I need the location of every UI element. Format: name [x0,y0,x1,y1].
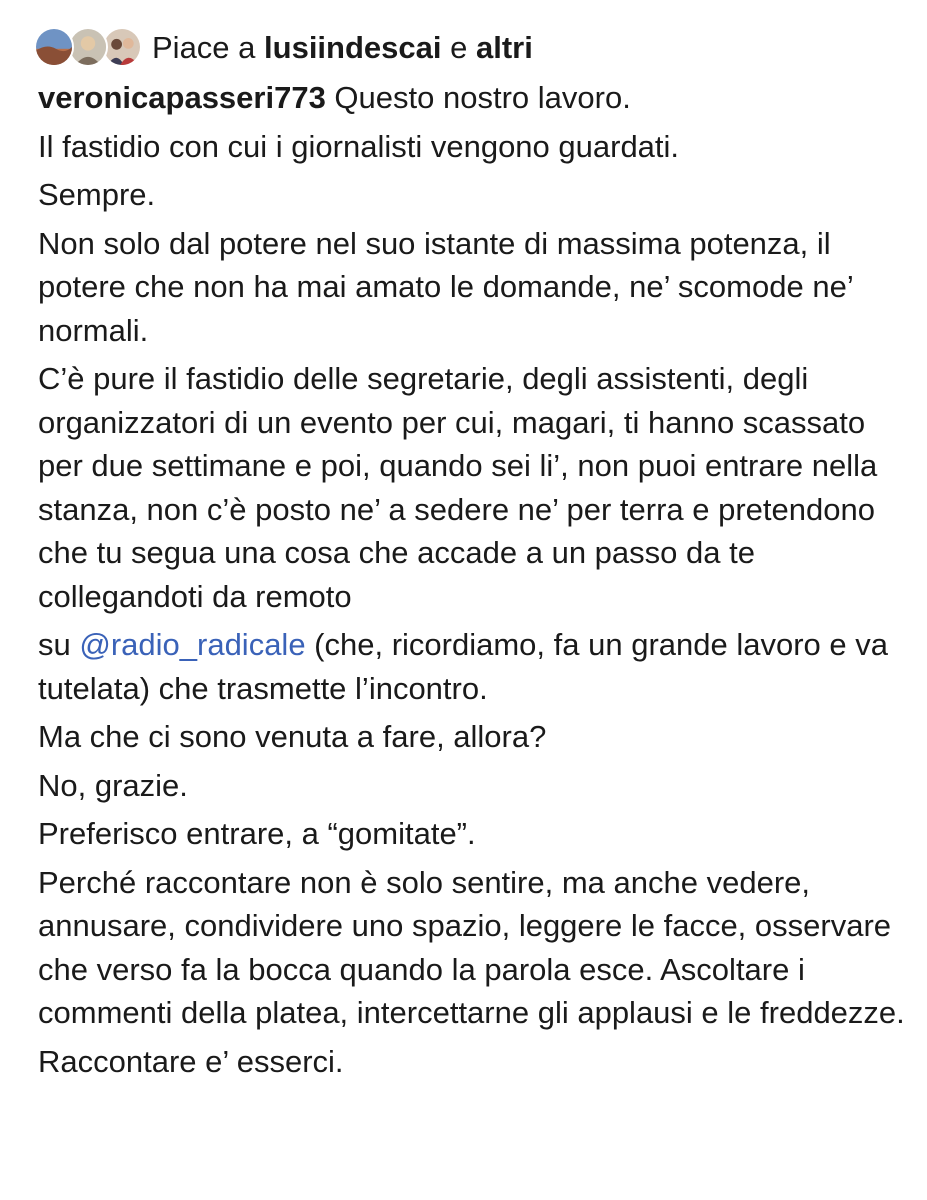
caption-paragraph: Non solo dal potere nel suo istante di massima potenza, il potere che non ha mai amato le domande, ne’ scomode ne’ normali. [38,225,853,348]
caption-paragraph: Ma che ci sono venuta a fare, allora? [38,719,547,754]
likes-prefix: Piace a [152,29,256,65]
avatar-sky-icon[interactable] [34,27,74,67]
caption-first-text: Questo nostro lavoro. [325,80,631,115]
liker-username[interactable]: lusiindescai [264,29,442,65]
caption-paragraph: Il fastidio con cui i giornalisti vengono guardati. [38,128,680,164]
post-caption [38,76,908,1088]
caption-paragraph: Perché raccontare non è solo sentire, ma anche vedere, annusare, condividere uno spazio, leggere le facce, osservare che verso fa la bocca quando la parola esce. Ascoltare i commenti della platea, intercettarne gli applausi e le freddezze. [38,864,905,1030]
likes-conjunction: e [450,29,468,65]
caption-paragraph: C’è pure il fastidio delle segretarie, degli assistenti, degli organizzatori di un evento per cui, magari, ti hanno scassato per due settimane e poi, quando sei li’, non puoi entrare nella stanza, non c’è posto ne’ a sedere ne’ per terra e pretendono che tu segua una cosa che accade a un passo da te collegandoti da remoto [38,361,878,614]
caption-paragraph: Preferisco entrare, a “gomitate”. [38,816,476,851]
mention-before: su [38,627,80,662]
radio-radicale-mention-link[interactable]: @radio_radicale [79,627,306,662]
caption-paragraph: Raccontare e’ esserci. [38,1043,344,1079]
author-username[interactable]: veronicapasseri773 [38,80,326,115]
liker-avatars[interactable] [34,25,146,69]
likes-row[interactable] [34,22,533,72]
likes-others-link[interactable]: altri [476,29,533,65]
avatar-couple-icon[interactable] [102,27,142,67]
mention-after: (che, ricordiamo, fa un grande lavoro e va tutelata) che trasmette l’incontro. [38,627,888,706]
caption-first-line [38,76,908,120]
avatar-person-icon[interactable] [68,27,108,67]
caption-paragraph: Sempre. [38,177,156,212]
caption-paragraph: No, grazie. [38,767,188,803]
likes-text [152,29,533,65]
caption-mention-paragraph [38,623,908,710]
